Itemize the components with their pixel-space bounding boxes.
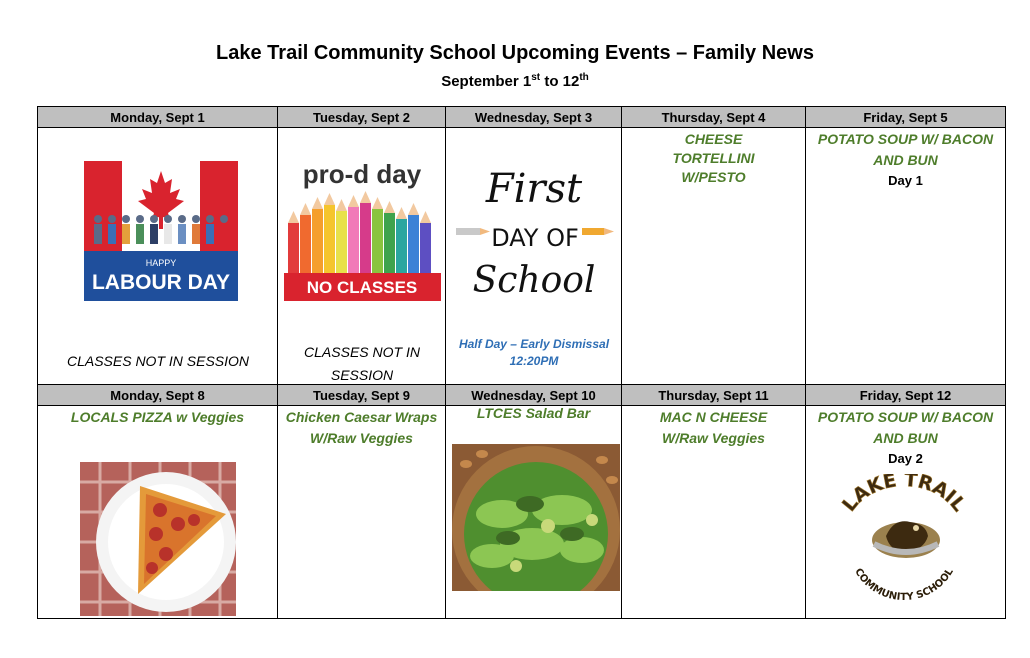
day-cell-fri-sept5	[806, 128, 1006, 385]
labour-day-image	[84, 161, 238, 301]
day-cell-mon-sept8	[38, 406, 278, 619]
page-title: Lake Trail Community School Upcoming Events – Family News	[216, 42, 814, 64]
tue-note: CLASSES NOT IN SESSION	[304, 344, 420, 383]
wed-menu: LTCES Salad Bar	[476, 405, 591, 421]
fri-menu: POTATO SOUP W/ BACON AND BUN	[817, 131, 994, 168]
fri-menu: POTATO SOUP W/ BACON AND BUN	[817, 409, 994, 446]
thu-menu: CHEESE TORTELLINI W/PESTO	[672, 131, 755, 185]
day-header: Monday, Sept 8	[38, 385, 278, 406]
lake-trail-logo	[834, 474, 974, 608]
labour-day-title: LABOUR DAY	[91, 271, 231, 294]
day-cell-fri-sept12	[806, 406, 1006, 619]
wed-note: Half Day – Early Dismissal 12:20PM	[458, 337, 610, 368]
first-day-word1: First	[485, 166, 583, 212]
day-header: Tuesday, Sept 9	[278, 385, 446, 406]
day-header: Wednesday, Sept 10	[446, 385, 622, 406]
events-calendar	[37, 106, 1006, 619]
week1-header-row	[38, 107, 1006, 128]
day-cell-tue-sept2	[278, 128, 446, 385]
day-header: Wednesday, Sept 3	[446, 107, 622, 128]
first-day-word3: School	[472, 260, 596, 301]
school-day-number: Day 2	[888, 451, 923, 466]
day-cell-wed-sept10	[446, 406, 622, 619]
logo-bottom-text: COMMUNITY SCHOOL	[852, 566, 956, 604]
first-day-of-school-image	[452, 150, 616, 308]
date-end-suffix: th	[579, 72, 589, 83]
pro-d-day-image	[284, 153, 441, 301]
day-header: Friday, Sept 5	[806, 107, 1006, 128]
date-range	[0, 72, 1030, 90]
logo-top-text: LAKE TRAIL	[838, 474, 970, 516]
first-day-word2: DAY OF	[491, 224, 579, 252]
day-cell-tue-sept9	[278, 406, 446, 619]
no-classes-label: NO CLASSES	[306, 278, 418, 297]
salad-image	[452, 444, 620, 591]
day-cell-wed-sept3	[446, 128, 622, 385]
week2-body-row	[38, 406, 1006, 619]
day-header: Tuesday, Sept 2	[278, 107, 446, 128]
day-cell-thu-sept11	[622, 406, 806, 619]
thu-menu: MAC N CHEESE W/Raw Veggies	[659, 409, 768, 446]
week1-body-row	[38, 128, 1006, 385]
day-cell-thu-sept4	[622, 128, 806, 385]
day-header: Thursday, Sept 4	[622, 107, 806, 128]
date-start: September 1	[441, 73, 532, 90]
school-day-number: Day 1	[888, 173, 923, 188]
pizza-image	[80, 462, 236, 616]
date-start-suffix: st	[531, 72, 541, 83]
day-header: Monday, Sept 1	[38, 107, 278, 128]
tue-menu: Chicken Caesar Wraps W/Raw Veggies	[285, 409, 438, 446]
labour-day-happy: HAPPY	[145, 258, 177, 268]
date-to: to 12	[540, 73, 580, 90]
pro-d-day-title: pro-d day	[302, 159, 422, 189]
mon-menu: LOCALS PIZZA w Veggies	[70, 409, 245, 425]
day-cell-mon-sept1	[38, 128, 278, 385]
mon-note: CLASSES NOT IN SESSION	[66, 353, 250, 369]
day-header: Thursday, Sept 11	[622, 385, 806, 406]
day-header: Friday, Sept 12	[806, 385, 1006, 406]
